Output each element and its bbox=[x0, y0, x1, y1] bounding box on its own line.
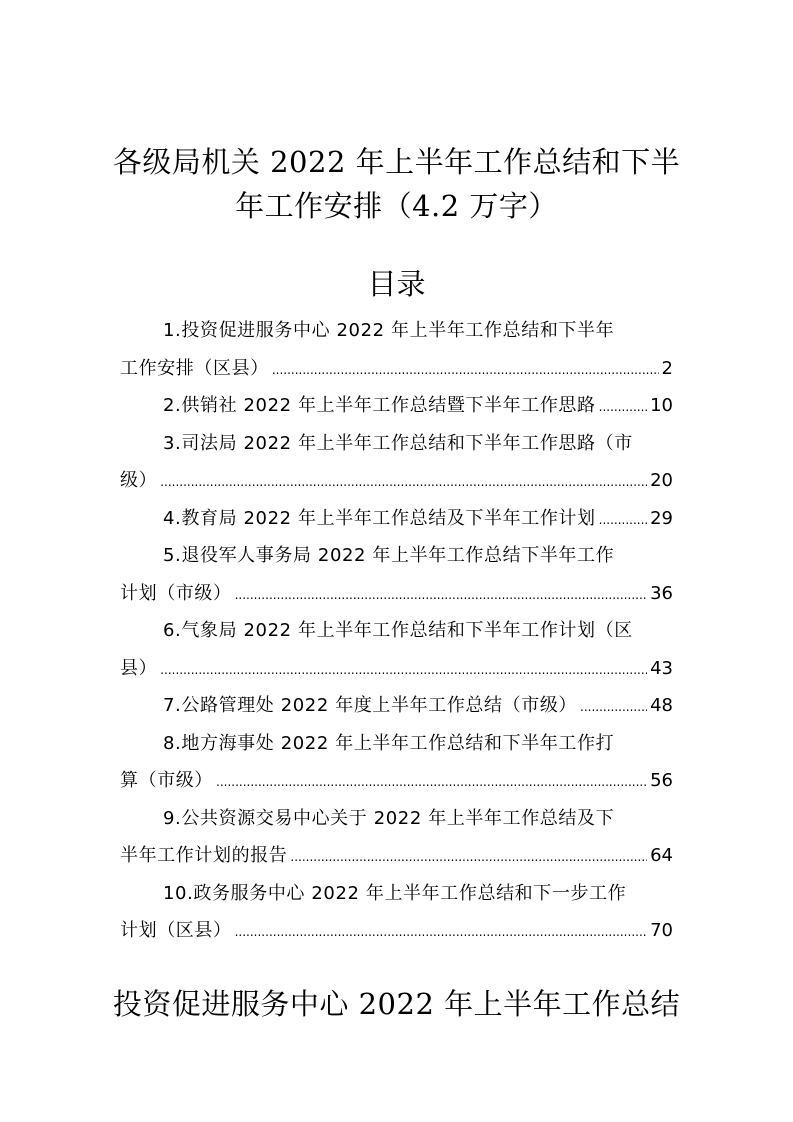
toc-entry-text: 3.司法局 2022 年上半年工作总结和下半年工作思路（市 bbox=[163, 432, 633, 454]
toc-page-number: 64 bbox=[650, 845, 673, 866]
document-title bbox=[110, 140, 683, 228]
toc-entry-text: 6.气象局 2022 年上半年工作总结和下半年工作计划（区 bbox=[163, 620, 633, 641]
toc-entry-6-line-2[interactable] bbox=[120, 650, 673, 688]
toc-entry-6-line-1[interactable] bbox=[120, 612, 673, 650]
toc-entry-text: 8.地方海事处 2022 年上半年工作总结和下半年工作打 bbox=[163, 732, 615, 754]
toc-entry-text: 算（市级） bbox=[120, 770, 213, 791]
toc-page-number: 70 bbox=[650, 920, 673, 941]
toc-dot-leader bbox=[599, 389, 647, 425]
toc-dot-leader bbox=[160, 464, 647, 500]
toc-dot-leader bbox=[216, 764, 647, 800]
toc-entry-10-line-2[interactable] bbox=[120, 912, 673, 950]
toc-entry-text: 级） bbox=[120, 470, 158, 491]
toc-entry-text: 半年工作计划的报告 bbox=[120, 845, 288, 866]
toc-page-number: 20 bbox=[650, 470, 673, 491]
toc-entry-7[interactable] bbox=[120, 687, 673, 725]
toc-page-number: 36 bbox=[650, 582, 673, 604]
toc-dot-leader bbox=[235, 577, 647, 613]
toc-page-number: 48 bbox=[650, 695, 673, 716]
toc-entry-5-line-2[interactable] bbox=[120, 575, 673, 613]
document-title-line-1: 各级局机关 2022 年上半年工作总结和下半 bbox=[112, 145, 681, 179]
toc-dot-leader bbox=[290, 839, 647, 875]
toc-entry-8-line-1[interactable] bbox=[120, 725, 673, 763]
toc-entry-text: 县） bbox=[120, 657, 158, 679]
toc-page-number: 10 bbox=[650, 395, 673, 416]
toc-entry-text: 5.退役军人事务局 2022 年上半年工作总结下半年工作 bbox=[163, 545, 615, 566]
document-title-line-2: 年工作安排（4.2 万字） bbox=[235, 189, 558, 223]
toc-entry-8-line-2[interactable] bbox=[120, 762, 673, 800]
toc-dot-leader bbox=[599, 502, 647, 538]
toc-dot-leader bbox=[580, 689, 647, 725]
toc-dot-leader bbox=[160, 652, 647, 688]
toc-entry-text: 计划（市级） bbox=[120, 582, 232, 604]
section-title: 投资促进服务中心 2022 年上半年工作总结 bbox=[112, 987, 681, 1021]
toc-entry-text: 2.供销社 2022 年上半年工作总结暨下半年工作思路 bbox=[163, 395, 596, 416]
toc-entry-9-line-2[interactable] bbox=[120, 837, 673, 875]
toc-dot-leader bbox=[272, 352, 659, 388]
toc-entry-2[interactable] bbox=[120, 387, 673, 425]
toc-entry-5-line-1[interactable] bbox=[120, 537, 673, 575]
toc-entry-text: 1.投资促进服务中心 2022 年上半年工作总结和下半年 bbox=[163, 320, 615, 341]
toc-entry-3-line-2[interactable] bbox=[120, 462, 673, 500]
toc-entry-1-line-2[interactable] bbox=[120, 350, 673, 388]
table-of-contents bbox=[120, 312, 673, 950]
toc-page-number: 43 bbox=[650, 657, 673, 679]
toc-page-number: 56 bbox=[650, 770, 673, 791]
toc-entry-text: 计划（区县） bbox=[120, 920, 232, 941]
toc-entry-10-line-1[interactable] bbox=[120, 875, 673, 913]
toc-page-number: 29 bbox=[650, 507, 673, 529]
toc-dot-leader bbox=[235, 914, 647, 950]
toc-entry-text: 4.教育局 2022 年上半年工作总结及下半年工作计划 bbox=[163, 507, 596, 529]
toc-entry-text: 工作安排（区县） bbox=[120, 357, 269, 379]
toc-entry-9-line-1[interactable] bbox=[120, 800, 673, 838]
toc-heading: 目录 bbox=[367, 267, 426, 301]
toc-entry-4[interactable] bbox=[120, 500, 673, 538]
toc-entry-text: 9.公共资源交易中心关于 2022 年上半年工作总结及下 bbox=[163, 807, 615, 829]
toc-page-number: 2 bbox=[661, 357, 673, 379]
toc-entry-text: 7.公路管理处 2022 年度上半年工作总结（市级） bbox=[163, 695, 578, 716]
toc-entry-3-line-1[interactable] bbox=[120, 425, 673, 463]
toc-entry-1-line-1[interactable] bbox=[120, 312, 673, 350]
toc-entry-text: 10.政务服务中心 2022 年上半年工作总结和下一步工作 bbox=[163, 882, 627, 904]
